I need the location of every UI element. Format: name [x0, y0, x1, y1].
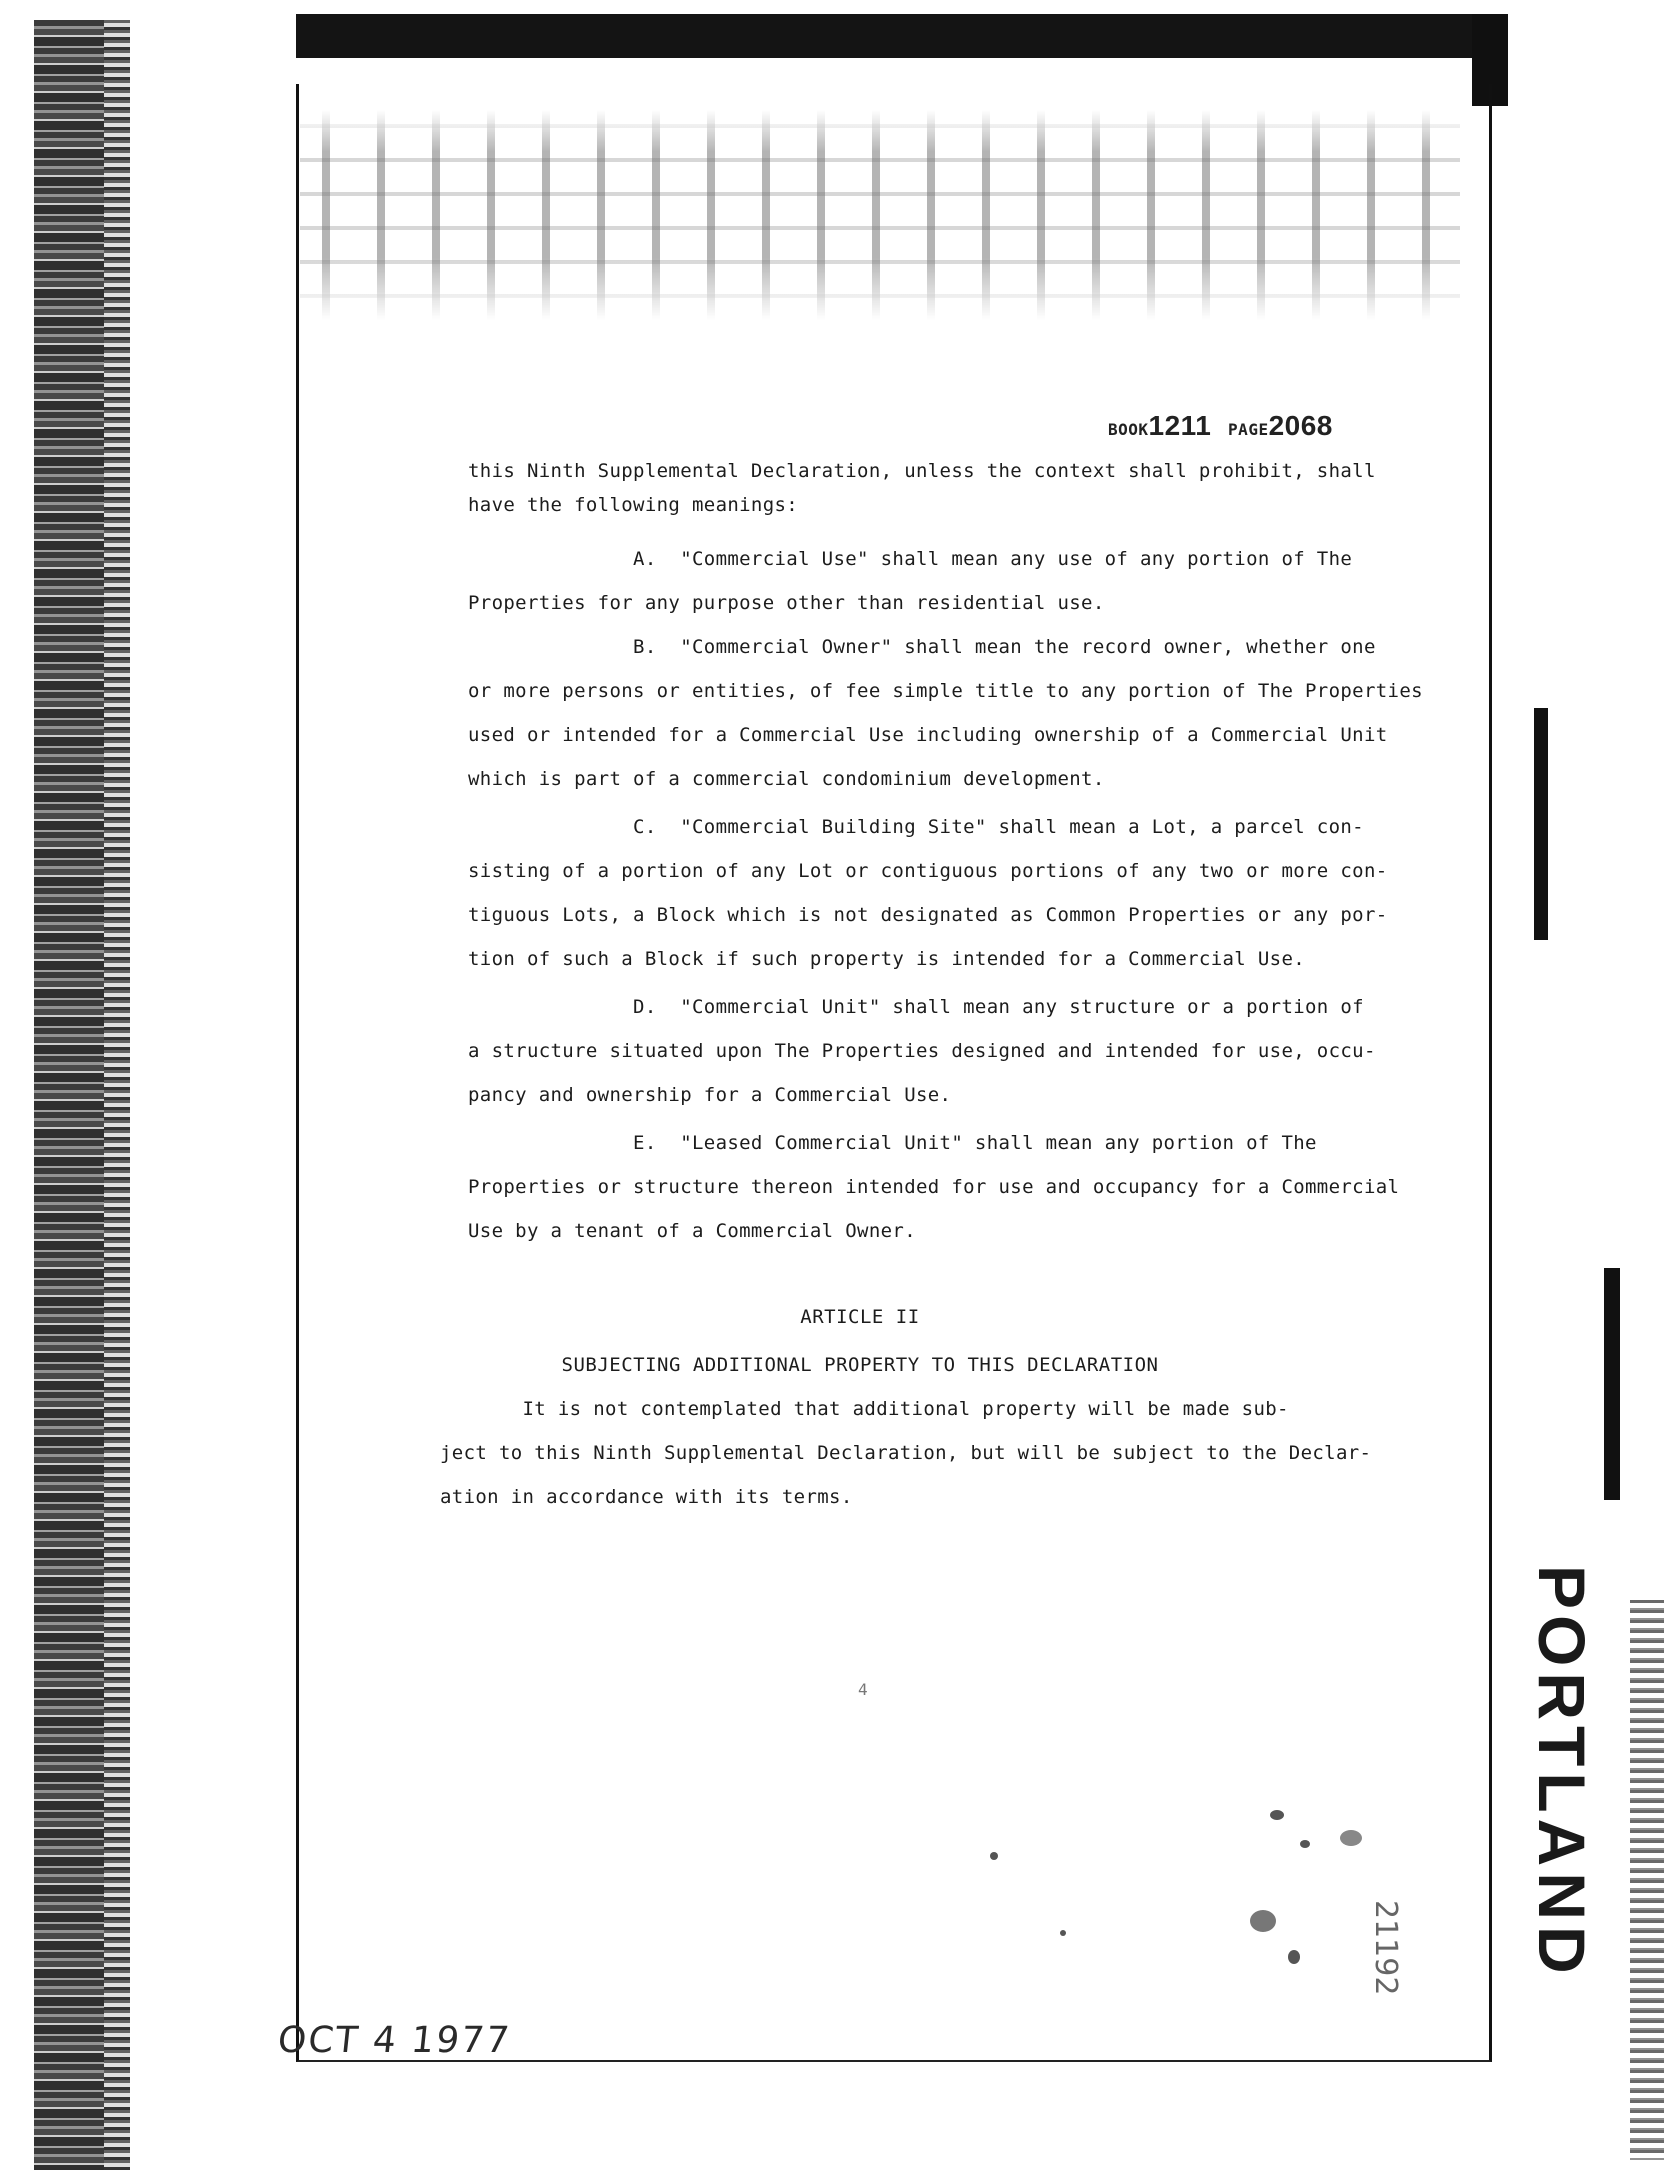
- side-bar-mark-1: [1534, 708, 1548, 940]
- scan-speck: [1250, 1910, 1276, 1932]
- scan-left-edge: [34, 20, 130, 2170]
- page-footer-number: 4: [858, 1680, 868, 1699]
- book-label: BOOK: [1108, 420, 1149, 439]
- article-title: SUBJECTING ADDITIONAL PROPERTY TO THIS DECLARATION: [561, 1354, 1159, 1376]
- body-line: which is part of a commercial condominium development.: [468, 768, 1105, 790]
- body-line: pancy and ownership for a Commercial Use.: [468, 1084, 952, 1106]
- date-stamp: OCT 4 1977: [275, 2020, 514, 2061]
- scan-speck: [1300, 1840, 1310, 1848]
- body-line: Properties or structure thereon intended for use and occupancy for a Commercial: [468, 1176, 1400, 1198]
- body-line: or more persons or entities, of fee simple title to any portion of The Properties: [468, 680, 1423, 702]
- body-line: sisting of a portion of any Lot or contiguous portions of any two or more con-: [468, 860, 1388, 882]
- body-line: E. "Leased Commercial Unit" shall mean any portion of The: [468, 1132, 1317, 1154]
- book-number: 1211: [1148, 410, 1212, 441]
- article-heading: ARTICLE II: [800, 1306, 920, 1328]
- body-line: this Ninth Supplemental Declaration, unless the context shall prohibit, shall: [468, 460, 1376, 482]
- side-stamp-number: 21192: [1368, 1900, 1403, 1996]
- body-line: B. "Commercial Owner" shall mean the record owner, whether one: [468, 636, 1376, 658]
- scan-right-edge: [1630, 1600, 1664, 2160]
- body-line: tiguous Lots, a Block which is not designated as Common Properties or any por-: [468, 904, 1388, 926]
- scan-speck: [1340, 1830, 1362, 1846]
- side-bar-mark-2: [1604, 1268, 1620, 1500]
- body-line: Use by a tenant of a Commercial Owner.: [468, 1220, 916, 1242]
- page-frame: [296, 84, 1492, 2062]
- scan-speck: [1060, 1930, 1066, 1936]
- page-label: PAGE: [1228, 420, 1269, 439]
- article-line: It is not contemplated that additional property will be made sub-: [440, 1398, 1289, 1420]
- page-number-ref: 2068: [1268, 410, 1333, 441]
- body-line: D. "Commercial Unit" shall mean any structure or a portion of: [468, 996, 1364, 1018]
- body-line: Properties for any purpose other than residential use.: [468, 592, 1105, 614]
- body-line: C. "Commercial Building Site" shall mean a Lot, a parcel con-: [468, 816, 1364, 838]
- scan-speck: [1288, 1950, 1300, 1964]
- book-page-reference: [1108, 410, 1333, 442]
- scan-speck: [990, 1852, 998, 1860]
- body-line: have the following meanings:: [468, 494, 799, 516]
- article-line: ject to this Ninth Supplemental Declaration, but will be subject to the Declar-: [440, 1442, 1372, 1464]
- body-line: used or intended for a Commercial Use including ownership of a Commercial Unit: [468, 724, 1388, 746]
- body-line: A. "Commercial Use" shall mean any use of any portion of The: [468, 548, 1353, 570]
- scan-top-bar: [296, 14, 1504, 58]
- scan-speck: [1270, 1810, 1284, 1820]
- portland-stamp: PORTLAND: [1525, 1565, 1599, 1980]
- article-line: ation in accordance with its terms.: [440, 1486, 853, 1508]
- body-line: tion of such a Block if such property is intended for a Commercial Use.: [468, 948, 1306, 970]
- body-line: a structure situated upon The Properties designed and intended for use, occu-: [468, 1040, 1376, 1062]
